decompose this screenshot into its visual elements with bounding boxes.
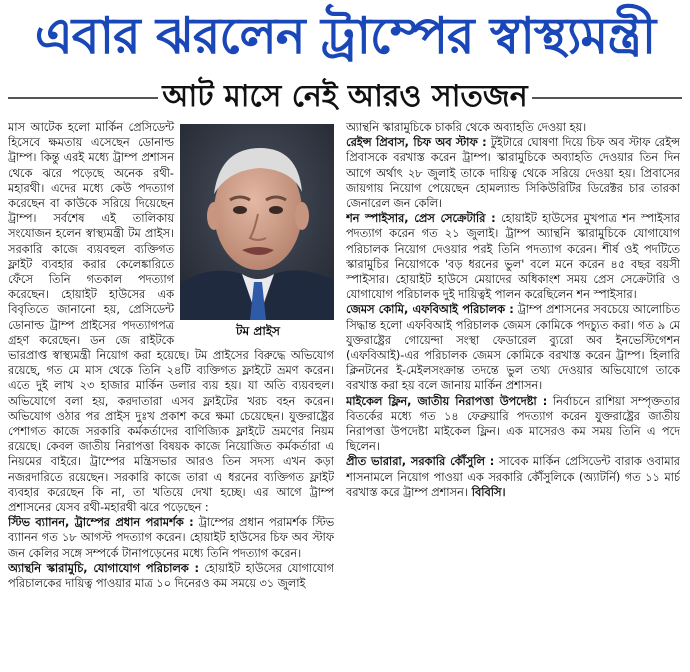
paragraph-priebus: রেইন্স প্রিবাস, চিফ অব স্টাফ : টুইটারে ঘোষণা দিয়ে চিফ অব স্টাফ রেইন্স প্রিবাসকে বরখাস্ত করেন ট্রাম্প। স্কারামুচিকে অব্যাহতি দেওয়ার তিন দিন আগে অর্থাৎ ২৮ জুলাই তাকে দায়িত্ব থেকে সরিয়ে দেওয়া হয়। প্রিবাসের জায়গায় নিয়োগ পেয়েছেন হোমল্যান্ড সিকিউরিটির ডিরেক্টর চার তারকা জেনারেল জন কেলি। — [346, 136, 680, 211]
subhead-scaramucci: অ্যান্থনি স্কারামুচি, যোগাযোগ পরিচালক : — [8, 561, 199, 575]
paragraph-flynn: মাইকেল ফ্লিন, জাতীয় নিরাপত্তা উপদেষ্টা : নির্বাচনে রাশিয়া সম্পৃক্ততার বিতর্কের মধ্যে গত ১৪ ফেব্রুয়ারি পদত্যাগ করেন যুক্তরাষ্ট্রের জাতীয় নিরাপত্তা উপদেষ্টা মাইকেল ফ্লিন। এক মাসেরও কম সময় তিনি এ পদে ছিলেন। — [346, 394, 680, 454]
paragraph-bannon: স্টিভ ব্যাানন, ট্রাম্পের প্রধান পরামর্শক : ট্রাম্পের প্রধান পরামর্শক স্টিভ ব্যাানন গত ১৮ আগস্ট পদত্যাগ করেন। হোয়াইট হাউসের চিফ অব স্টাফ জন কেলির সঙ্গে সম্পর্কে টানাপড়েনের মধ্যে তিনি পদত্যাগ করেন। — [8, 516, 334, 560]
lead-paragraph: মাস আটেক হলো মার্কিন প্রেসিডেন্ট হিসেবে ক্ষমতায় এসেছেন ডোনাল্ড ট্রাম্প। কিন্তু এরই মধ্যে ট্রাম্প প্রশাসন থেকে ঝরে পড়েছে অনেক রথী-মহারথী। এদের মধ্যে কেউ পদত্যাগ করেছেন বা কাউকে সরিয়ে দিয়েছেন ট্রাম্প। সর্বশেষ এই তালিকায় সংযোজন হলেন স্বাস্থ্যমন্ত্রী টম প্রাইস। সরকারি কাজে ব্যয়বহুল ব্যক্তিগত ফ্লাইট ব্যবহার করার কেলেঙ্কারিতে ফেঁসে তিনি গতকাল পদত্যাগ করেছেন। হোয়াইট হাউসের এক বিবৃতিতে জানানো হয়, প্রেসিডেন্ট ডোনাল্ড ট্রাম্প প্রাইসের পদত্যাগপত্র গ্রহণ করেছেন। ডন জে রাইটকে ভারপ্রাপ্ত স্বাস্থ্যমন্ত্রী নিয়োগ করা হয়েছে। টম প্রাইসের বিরুদ্ধে অভিযোগ রয়েছে, গত মে মাস থেকে তিনি ২৪টি ব্যক্তিগত ফ্লাইটে ভ্রমণ করেন। এতে দুই লাখ ২৩ হাজার মার্কিন ডলার ব্যয় হয়। যা অতি ব্যয়বহুল। অভিযোগে বলা হয়, করদাতারা এসব ফ্লাইটের খরচ বহন করেন। অভিযোগ ওঠার পর প্রাইস দুঃখ প্রকাশ করে ক্ষমা চেয়েছেন। যুক্তরাষ্ট্রের পেশাগত কাজে সরকারি কর্মকর্তাদের বাণিজ্যিক ফ্লাইটে ভ্রমণের নিয়ম রয়েছে। কেবল জাতীয় নিরাপত্তা বিষয়ক কাজে নিয়োজিত কর্মকর্তারা এ নিয়মের বাইরে। ট্রাম্পের মন্ত্রিসভার আরও তিন সদস্য এখন কড়া নজরদারিতে রয়েছেন। সরকারি কাজে তারা এ ধরনের ব্যক্তিগত ফ্লাইট ব্যবহার করেছেন কি না, তা খতিয়ে দেখা হচ্ছে। এর আগে ট্রাম্প প্রশাসনের যেসব রথী-মহারথী ঝরে পড়েছেন : — [8, 121, 334, 515]
photo-caption: টম প্রাইস — [236, 324, 280, 338]
article-column-left — [8, 120, 334, 672]
subhead-rule-right — [532, 97, 682, 99]
paragraph-bharara: প্রীত ভারারা, সরকারি কৌঁসুলি : সাবেক মার্কিন প্রেসিডেন্ট বারাক ওবামার শাসনামলে নিয়োগ পাওয়া এক সরকারি কৌঁসুলিকে (অ্যাটর্নি) গত ১১ মার্চ বরখাস্ত করে ট্রাম্প প্রশাসন। বিবিসি। — [346, 455, 680, 499]
source-credit: বিবিসি। — [467, 485, 506, 499]
paragraph-scaramucci: অ্যান্থনি স্কারামুচি, যোগাযোগ পরিচালক : হোয়াইট হাউসের যোগাযোগ পরিচালকের দায়িত্ব পাওয়ার মাত্র ১০ দিনেরও কম সময়ে ৩১ জুলাই — [8, 561, 334, 591]
subheadline: আট মাসে নেই আরও সাতজন — [162, 79, 528, 114]
subhead-bharara: প্রীত ভারারা, সরকারি কৌঁসুলি : — [346, 455, 495, 469]
subhead-flynn: মাইকেল ফ্লিন, জাতীয় নিরাপত্তা উপদেষ্টা : — [346, 394, 548, 408]
paragraph-scaramucci-cont: অ্যান্থনি স্কারামুচিকে চাকরি থেকে অব্যাহতি দেওয়া হয়। — [346, 121, 587, 134]
subhead-comey: জেমস কোমি, এফবিআই পরিচালক : — [346, 303, 514, 317]
photo-block — [180, 124, 334, 342]
article-column-right — [346, 120, 680, 672]
subhead-spicer: শন স্পাইসার, প্রেস সেক্রেটারি : — [346, 212, 496, 226]
subhead-bannon: স্টিভ ব্যাানন, ট্রাম্পের প্রধান পরামর্শক : — [8, 516, 194, 530]
subhead-priebus: রেইন্স প্রিবাস, চিফ অব স্টাফ : — [346, 136, 487, 150]
headline: এবার ঝরলেন ট্রাম্পের স্বাস্থ্যমন্ত্রী — [34, 7, 656, 65]
paragraph-comey: জেমস কোমি, এফবিআই পরিচালক : ট্রাম্প প্রশাসনের সবচেয়ে আলোচিত সিদ্ধান্ত হলো এফবিআই পরিচালক জেমস কোমিকে পদচ্যুত করা। গত ৯ মে যুক্তরাষ্ট্রের গোয়েন্দা সংস্থা ফেডারেল ব্যুরো অব ইনভেস্টিগেশন (এফবিআই)-এর পরিচালক জেমস কোমিকে বরখাস্ত করেন ট্রাম্প। হিলারি ক্লিনটনের ই-মেইলসংক্রান্ত তদন্তে ভুল তথ্য দেওয়ার অভিযোগে তাকে বরখাস্ত করা হয় বলে জানায় মার্কিন প্রশাসন। — [346, 303, 680, 393]
tom-price-photo — [180, 124, 334, 320]
paragraph-spicer: শন স্পাইসার, প্রেস সেক্রেটারি : হোয়াইট হাউসের মুখপাত্র শন স্পাইসার পদত্যাগ করেন গত ২১ জুলাই। ট্রাম্প অ্যান্থনি স্কারামুচিকে যোগাযোগ পরিচালক নিয়োগ দেওয়ার পরই তিনি পদত্যাগ করেন। শীর্ষ ওই পদটিতে স্কারামুচির নিয়োগকে 'বড় ধরনের ভুল' বলে মনে করেন ৪৫ বছর বয়সী স্পাইসার। হোয়াইট হাউসে মেয়াদের অধিকাংশ সময় প্রেস সেক্রেটারি ও যোগাযোগ পরিচালক দুই দায়িত্বই পালন করেছিলেন শন স্পাইসার। — [346, 212, 680, 302]
